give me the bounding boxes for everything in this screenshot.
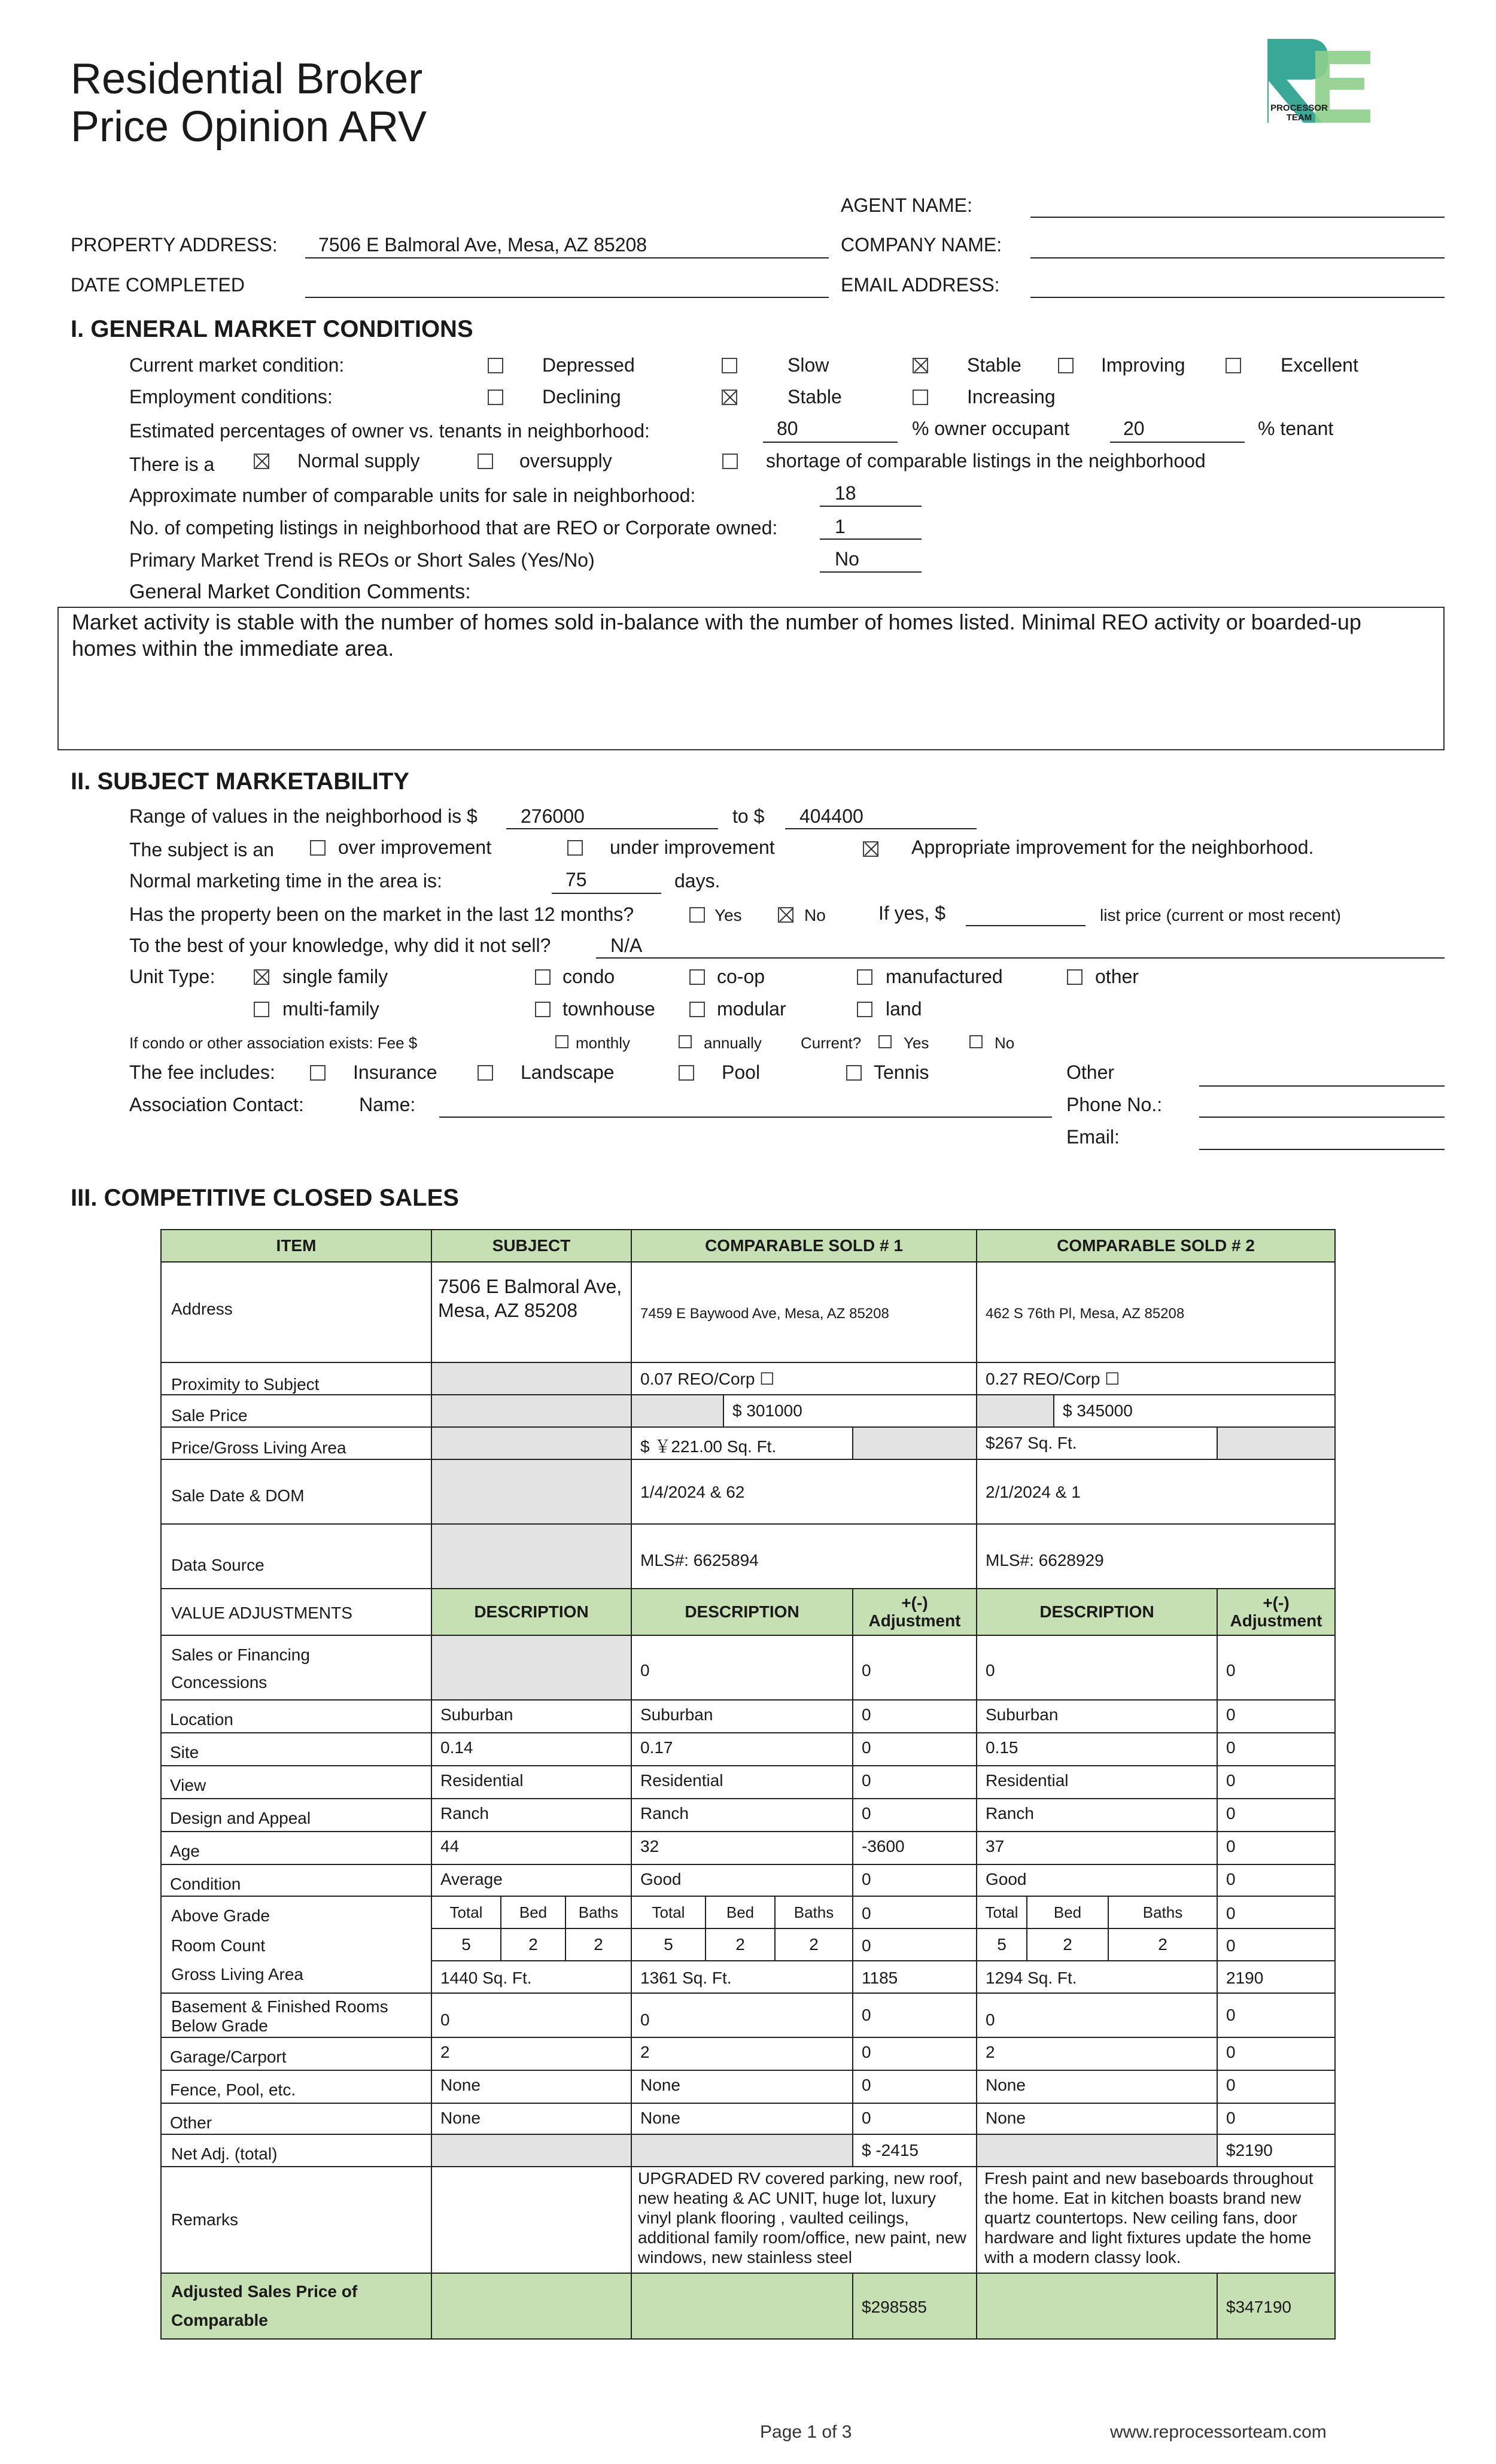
row-2-c1: Residential — [631, 1765, 853, 1799]
concessions-label-cell: Sales or Financing Concessions — [160, 1635, 432, 1701]
adjusted-price-comp1-value: $298585 — [852, 2273, 977, 2340]
above-grade-label-cell: Above Grade Room Count Gross Living Area — [160, 1896, 432, 1994]
declining-label: Declining — [542, 386, 621, 407]
row-4-c1a: -3600 — [852, 1831, 977, 1865]
adjusted-price-label-cell: Adjusted Sales Price of Comparable — [160, 2273, 432, 2340]
range-label: Range of values in the neighborhood is $ — [129, 805, 478, 827]
comp2-adj-header: +(-) Adjustment — [1217, 1588, 1336, 1636]
comp2-rooms-adj-header: 0 — [1217, 1896, 1336, 1929]
row-4-c1: 32 — [631, 1831, 853, 1865]
single-family-checkbox[interactable] — [254, 969, 269, 985]
basement-comp1-cell: 0 — [631, 1993, 853, 2038]
fence-c1a: 0 — [852, 2070, 977, 2104]
subject-desc-header: DESCRIPTION — [431, 1588, 632, 1636]
reo-count-value[interactable]: 1 — [835, 516, 846, 537]
sale-date-label-cell: Sale Date & DOM — [160, 1459, 432, 1525]
row-0-c2a: 0 — [1217, 1699, 1336, 1733]
net-adj-subject-cell — [431, 2134, 632, 2167]
phone-label: Phone No.: — [1066, 1094, 1163, 1115]
days-label: days. — [674, 870, 720, 892]
other-c2a: 0 — [1217, 2103, 1336, 2137]
normal-supply-label: Normal supply — [297, 450, 420, 471]
marketing-time-value[interactable]: 75 — [565, 869, 587, 890]
comp1-bed-value: 2 — [705, 1928, 776, 1961]
company-name-field[interactable] — [1030, 257, 1445, 258]
land-label: land — [886, 998, 922, 1020]
subject-baths-header: Baths — [565, 1896, 632, 1929]
under-improvement-checkbox[interactable] — [567, 840, 583, 856]
company-name-label: COMPANY NAME: — [841, 234, 1002, 255]
approx-units-line — [820, 506, 922, 507]
coop-checkbox[interactable] — [689, 969, 705, 985]
tennis-label: Tennis — [874, 1061, 929, 1083]
remarks-comp2-cell: Fresh paint and new baseboards throughout the home. Eat in kitchen boasts brand new quartz countertops. New ceiling fans, door hardware and light fixtures update the home with a modern classy look. — [976, 2166, 1336, 2274]
proximity-subject-cell — [431, 1362, 632, 1395]
address-label-cell: Address — [160, 1261, 432, 1363]
list-price-field[interactable] — [966, 925, 1085, 926]
other-subj: None — [431, 2103, 632, 2137]
concessions-subject-cell — [431, 1635, 632, 1701]
pool-label: Pool — [722, 1061, 761, 1083]
concessions-comp1-cell: 0 — [631, 1635, 853, 1701]
garage-c2a: 0 — [1217, 2037, 1336, 2071]
comp1-gla-cell: 1361 Sq. Ft. — [631, 1960, 853, 1994]
row-0-c1a: 0 — [852, 1699, 977, 1733]
comp2-bed-header: Bed — [1026, 1896, 1109, 1929]
insurance-checkbox[interactable] — [310, 1065, 326, 1081]
multi-family-label: multi-family — [282, 998, 379, 1020]
modular-checkbox[interactable] — [689, 1002, 705, 1017]
improving-label: Improving — [1101, 354, 1185, 376]
there-is-label: There is a — [129, 454, 215, 475]
comp2-baths-header: Baths — [1108, 1896, 1218, 1929]
sale-price-label-cell: Sale Price — [160, 1394, 432, 1428]
tenant-line — [1110, 442, 1245, 443]
comp1-baths-header: Baths — [774, 1896, 853, 1929]
townhouse-checkbox[interactable] — [535, 1002, 551, 1017]
basement-comp2-adj: 0 — [1217, 1993, 1336, 2038]
fence-c2: None — [976, 2070, 1218, 2104]
reo-count-line — [820, 539, 922, 540]
depressed-checkbox[interactable] — [488, 358, 503, 373]
net-adj-comp2-value: $2190 — [1217, 2134, 1336, 2167]
row-3-c2: Ranch — [976, 1798, 1218, 1832]
header-item: ITEM — [160, 1229, 432, 1263]
subject-bed-value: 2 — [500, 1928, 566, 1961]
marketing-time-line — [552, 893, 661, 894]
price-gla-subject-cell — [431, 1426, 632, 1460]
page-number: Page 1 of 3 — [760, 2422, 852, 2442]
comments-label: General Market Condition Comments: — [129, 580, 471, 603]
row-2-c1a: 0 — [852, 1765, 977, 1799]
comp2-baths-value: 2 — [1108, 1928, 1218, 1961]
stable-label: Stable — [967, 354, 1021, 376]
over-improvement-checkbox[interactable] — [310, 840, 326, 856]
header-subject: SUBJECT — [431, 1229, 632, 1263]
data-source-comp1-cell: MLS#: 6625894 — [631, 1523, 977, 1589]
under-improvement-label: under improvement — [610, 836, 775, 858]
marketing-time-label: Normal marketing time in the area is: — [129, 870, 442, 892]
current-yes-checkbox[interactable] — [878, 1035, 892, 1048]
property-address-value[interactable]: 7506 E Balmoral Ave, Mesa, AZ 85208 — [318, 234, 647, 255]
comp1-bed-header: Bed — [705, 1896, 776, 1929]
agent-name-label: AGENT NAME: — [841, 194, 972, 216]
row-1-label: Site — [160, 1732, 432, 1766]
other-unit-checkbox[interactable] — [1067, 969, 1083, 985]
fence-subj: None — [431, 2070, 632, 2104]
subject-address-cell: 7506 E Balmoral Ave, Mesa, AZ 85208 — [431, 1261, 632, 1363]
current-yes-label: Yes — [904, 1034, 929, 1052]
comments-box[interactable] — [57, 607, 1445, 750]
header-comp2: COMPARABLE SOLD # 2 — [976, 1229, 1336, 1263]
annually-label: annually — [704, 1034, 762, 1052]
stable-checkbox[interactable] — [913, 358, 928, 373]
reo-count-label: No. of competing listings in neighborhood that are REO or Corporate owned: — [129, 517, 778, 539]
comp1-total-value: 5 — [631, 1928, 706, 1961]
market-yes-checkbox[interactable] — [689, 907, 705, 923]
fee-other-label: Other — [1066, 1061, 1115, 1083]
row-5-subj: Average — [431, 1864, 632, 1898]
fee-includes-label: The fee includes: — [129, 1061, 275, 1083]
remarks-label-cell: Remarks — [160, 2166, 432, 2274]
subject-bed-header: Bed — [500, 1896, 566, 1929]
owner-value[interactable]: 80 — [777, 418, 798, 439]
row-4-c2a: 0 — [1217, 1831, 1336, 1865]
net-adj-label-cell: Net Adj. (total) — [160, 2134, 432, 2167]
market-trend-label: Primary Market Trend is REOs or Short Sales (Yes/No) — [129, 549, 595, 571]
other-c2: None — [976, 2103, 1218, 2137]
tenant-value[interactable]: 20 — [1123, 418, 1145, 439]
contact-email-label: Email: — [1066, 1126, 1120, 1148]
comp1-gla-adj: 1185 — [852, 1960, 977, 1994]
date-completed-label: DATE COMPLETED — [71, 274, 245, 296]
form-title — [71, 55, 427, 151]
increasing-checkbox[interactable] — [913, 390, 928, 405]
row-2-c2: Residential — [976, 1765, 1218, 1799]
section-2-title: II. SUBJECT MARKETABILITY — [71, 768, 409, 795]
data-source-comp2-cell: MLS#: 6628929 — [976, 1523, 1336, 1589]
proximity-comp1-cell: 0.07 REO/Corp ☐ — [631, 1362, 977, 1395]
price-gla-comp1-cell: $ ￥221.00 Sq. Ft. — [631, 1426, 853, 1460]
why-not-sell-line — [596, 957, 1445, 959]
website-url[interactable]: www.reprocessorteam.com — [1110, 2422, 1327, 2442]
agent-name-field[interactable] — [1030, 217, 1445, 218]
comp2-gla-adj: 2190 — [1217, 1960, 1336, 1994]
other-c1: None — [631, 2103, 853, 2137]
association-fee-label: If condo or other association exists: Fee $ — [129, 1034, 418, 1052]
basement-comp1-adj: 0 — [852, 1993, 977, 2038]
employment-stable-checkbox[interactable] — [722, 390, 737, 405]
contact-email-field[interactable] — [1199, 1149, 1445, 1150]
basement-comp2-cell: 0 — [976, 1993, 1218, 2038]
unit-type-label: Unit Type: — [129, 966, 215, 987]
market-12-label: Has the property been on the market in the last 12 months? — [129, 904, 634, 925]
sale-date-comp1-cell: 1/4/2024 & 62 — [631, 1459, 977, 1525]
proximity-label-cell: Proximity to Subject — [160, 1362, 432, 1395]
owner-suffix: % owner occupant — [912, 418, 1070, 439]
owner-tenant-label: Estimated percentages of owner vs. tenants in neighborhood: — [129, 420, 650, 442]
email-address-label: EMAIL ADDRESS: — [841, 274, 1000, 296]
if-yes-label: If yes, $ — [878, 902, 946, 924]
row-1-c1a: 0 — [852, 1732, 977, 1766]
contact-name-field[interactable] — [439, 1117, 1052, 1118]
range-high-line — [785, 828, 977, 829]
comp1-rooms-adj-header: 0 — [852, 1896, 977, 1929]
over-improvement-label: over improvement — [338, 836, 492, 858]
garage-c2: 2 — [976, 2037, 1218, 2071]
row-5-c1: Good — [631, 1864, 853, 1898]
logo-text-1: PROCESSOR — [1270, 103, 1328, 113]
fence-c2a: 0 — [1217, 2070, 1336, 2104]
remarks-subject-cell — [431, 2166, 632, 2274]
employment-label: Employment conditions: — [129, 386, 333, 407]
market-yes-label: Yes — [714, 906, 742, 924]
title-line-2: Price Opinion ARV — [71, 103, 427, 151]
row-0-label: Location — [160, 1699, 432, 1733]
subject-baths-value: 2 — [565, 1928, 632, 1961]
fence-c1: None — [631, 2070, 853, 2104]
row-1-c2a: 0 — [1217, 1732, 1336, 1766]
sale-price-subject-cell — [431, 1394, 632, 1428]
garage-label: Garage/Carport — [160, 2037, 432, 2071]
row-3-subj: Ranch — [431, 1798, 632, 1832]
row-0-c2: Suburban — [976, 1699, 1218, 1733]
approx-units-label: Approximate number of comparable units for sale in neighborhood: — [129, 485, 696, 506]
section-3-title: III. COMPETITIVE CLOSED SALES — [71, 1185, 459, 1211]
value-adj-label-cell: VALUE ADJUSTMENTS — [160, 1588, 432, 1636]
garage-subj: 2 — [431, 2037, 632, 2071]
comp1-rooms-adj: 0 — [852, 1928, 977, 1961]
increasing-label: Increasing — [967, 386, 1056, 407]
current-no-label: No — [995, 1034, 1015, 1052]
section-1-title: I. GENERAL MARKET CONDITIONS — [71, 316, 473, 342]
row-2-label: View — [160, 1765, 432, 1799]
row-3-c2a: 0 — [1217, 1798, 1336, 1832]
range-low-line — [506, 828, 718, 829]
row-3-label: Design and Appeal — [160, 1798, 432, 1832]
data-source-subject-cell — [431, 1523, 632, 1589]
shortage-label: shortage of comparable listings in the neighborhood — [766, 450, 1206, 471]
townhouse-label: townhouse — [562, 998, 655, 1020]
row-5-c2: Good — [976, 1864, 1218, 1898]
declining-checkbox[interactable] — [488, 390, 503, 405]
shortage-checkbox[interactable] — [722, 454, 738, 469]
comp2-rooms-adj: 0 — [1217, 1928, 1336, 1961]
property-address-label: PROPERTY ADDRESS: — [71, 234, 278, 255]
row-1-subj: 0.14 — [431, 1732, 632, 1766]
phone-field[interactable] — [1199, 1117, 1445, 1118]
land-checkbox[interactable] — [857, 1002, 872, 1017]
range-to-label: to $ — [732, 805, 765, 827]
concessions-comp1-adj: 0 — [852, 1635, 977, 1701]
row-3-c1: Ranch — [631, 1798, 853, 1832]
row-2-subj: Residential — [431, 1765, 632, 1799]
landscape-label: Landscape — [521, 1061, 615, 1083]
comp1-baths-value: 2 — [774, 1928, 853, 1961]
other-unit-label: other — [1095, 966, 1139, 987]
data-source-label-cell: Data Source — [160, 1523, 432, 1589]
basement-subject-cell: 0 — [431, 1993, 632, 2038]
remarks-comp1-cell: UPGRADED RV covered parking, new roof, new heating & AC UNIT, huge lot, luxury vinyl plank flooring , vaulted ceilings, additional family room/office, new paint, new windows, new stainless steel — [631, 2166, 977, 2274]
monthly-label: monthly — [576, 1034, 631, 1052]
row-1-c1: 0.17 — [631, 1732, 853, 1766]
row-0-subj: Suburban — [431, 1699, 632, 1733]
subject-total-value: 5 — [431, 1928, 501, 1961]
row-0-c1: Suburban — [631, 1699, 853, 1733]
excellent-label: Excellent — [1281, 354, 1358, 376]
comp2-address-cell: 462 S 76th Pl, Mesa, AZ 85208 — [976, 1261, 1336, 1363]
comp2-gla-cell: 1294 Sq. Ft. — [976, 1960, 1218, 1994]
row-5-label: Condition — [160, 1864, 432, 1898]
tenant-suffix: % tenant — [1258, 418, 1334, 439]
adjusted-price-comp1-desc — [631, 2273, 853, 2340]
sale-price-comp2-spacer — [976, 1394, 1054, 1428]
tennis-checkbox[interactable] — [846, 1065, 862, 1081]
net-adj-comp1-value: $ -2415 — [852, 2134, 977, 2167]
modular-label: modular — [717, 998, 786, 1020]
email-address-field[interactable] — [1030, 297, 1445, 298]
market-no-label: No — [804, 906, 826, 924]
property-address-line — [305, 257, 829, 258]
price-gla-label-cell: Price/Gross Living Area — [160, 1426, 432, 1460]
comp1-address-cell: 7459 E Baywood Ave, Mesa, AZ 85208 — [631, 1261, 977, 1363]
row-1-c2: 0.15 — [976, 1732, 1218, 1766]
oversupply-label: oversupply — [519, 450, 612, 471]
adjusted-price-subject-cell — [431, 2273, 632, 2340]
row-5-c1a: 0 — [852, 1864, 977, 1898]
sale-price-comp1-spacer — [631, 1394, 724, 1428]
sale-price-comp1-cell: $ 301000 — [723, 1394, 977, 1428]
row-3-c1a: 0 — [852, 1798, 977, 1832]
range-low-value[interactable]: 276000 — [521, 805, 585, 827]
comp2-total-header: Total — [976, 1896, 1027, 1929]
oversupply-checkbox[interactable] — [478, 454, 493, 469]
slow-label: Slow — [787, 354, 829, 376]
market-trend-value[interactable]: No — [835, 548, 859, 570]
concessions-comp2-cell: 0 — [976, 1635, 1218, 1701]
coop-label: co-op — [717, 966, 765, 987]
subject-gla-cell: 1440 Sq. Ft. — [431, 1960, 632, 1994]
current-market-label: Current market condition: — [129, 354, 345, 376]
normal-supply-checkbox[interactable] — [254, 454, 269, 469]
slow-checkbox[interactable] — [722, 358, 737, 373]
net-adj-comp2-cell — [976, 2134, 1218, 2167]
row-2-c2a: 0 — [1217, 1765, 1336, 1799]
excellent-checkbox[interactable] — [1226, 358, 1241, 373]
market-no-checkbox[interactable] — [778, 907, 793, 923]
single-family-label: single family — [282, 966, 388, 987]
logo-text-2: TEAM — [1286, 112, 1312, 123]
row-4-c2: 37 — [976, 1831, 1218, 1865]
adjusted-price-comp2-desc — [976, 2273, 1218, 2340]
price-gla-comp1-adj — [852, 1426, 977, 1460]
row-5-c2a: 0 — [1217, 1864, 1336, 1898]
header-comp1: COMPARABLE SOLD # 1 — [631, 1229, 977, 1263]
net-adj-comp1-cell — [631, 2134, 853, 2167]
why-not-sell-value[interactable]: N/A — [610, 935, 643, 956]
subject-is-label: The subject is an — [129, 839, 274, 860]
other-label: Other — [160, 2103, 432, 2137]
range-high-value[interactable]: 404400 — [799, 805, 863, 827]
current-no-checkbox[interactable] — [969, 1035, 983, 1048]
comp1-total-header: Total — [631, 1896, 706, 1929]
comments-text: Market activity is stable with the number of homes sold in-balance with the number of homes listed. Minimal REO activity or boarded-up homes within the immediate area. — [72, 610, 1361, 661]
appropriate-label: Appropriate improvement for the neighborhood. — [911, 836, 1314, 858]
why-not-sell-label: To the best of your knowledge, why did it not sell? — [129, 935, 551, 956]
fee-other-field[interactable] — [1199, 1085, 1445, 1087]
contact-name-label: Name: — [359, 1094, 416, 1115]
comp1-desc-header: DESCRIPTION — [631, 1588, 853, 1636]
comp2-bed-value: 2 — [1026, 1928, 1109, 1961]
annually-checkbox[interactable] — [679, 1035, 692, 1048]
row-4-label: Age — [160, 1831, 432, 1865]
comp2-desc-header: DESCRIPTION — [976, 1588, 1218, 1636]
comp1-adj-header: +(-) Adjustment — [852, 1588, 977, 1636]
company-logo — [1263, 33, 1376, 129]
improving-checkbox[interactable] — [1058, 358, 1074, 373]
sale-price-comp2-cell: $ 345000 — [1053, 1394, 1336, 1428]
price-gla-comp2-cell: $267 Sq. Ft. — [976, 1426, 1218, 1460]
date-completed-field[interactable] — [305, 297, 829, 298]
list-price-label: list price (current or most recent) — [1100, 906, 1341, 924]
adjusted-price-comp2-value: $347190 — [1217, 2273, 1336, 2340]
garage-c1a: 0 — [852, 2037, 977, 2071]
insurance-label: Insurance — [353, 1061, 437, 1083]
subject-total-header: Total — [431, 1896, 501, 1929]
monthly-checkbox[interactable] — [555, 1035, 568, 1048]
pool-checkbox[interactable] — [679, 1065, 694, 1081]
current-label: Current? — [801, 1034, 862, 1052]
row-4-subj: 44 — [431, 1831, 632, 1865]
sale-date-subject-cell — [431, 1459, 632, 1525]
concessions-comp2-adj: 0 — [1217, 1635, 1336, 1701]
condo-label: condo — [562, 966, 615, 987]
appropriate-checkbox[interactable] — [863, 841, 878, 857]
fence-label: Fence, Pool, etc. — [160, 2070, 432, 2104]
sale-date-comp2-cell: 2/1/2024 & 1 — [976, 1459, 1336, 1525]
employment-stable-label: Stable — [787, 386, 842, 407]
depressed-label: Depressed — [542, 354, 635, 376]
basement-label-cell: Basement & Finished Rooms Below Grade — [160, 1993, 432, 2038]
owner-line — [763, 442, 898, 443]
proximity-comp2-cell: 0.27 REO/Corp ☐ — [976, 1362, 1336, 1395]
manufactured-label: manufactured — [886, 966, 1003, 987]
condo-checkbox[interactable] — [535, 969, 551, 985]
multi-family-checkbox[interactable] — [254, 1002, 269, 1017]
manufactured-checkbox[interactable] — [857, 969, 872, 985]
association-contact-label: Association Contact: — [129, 1094, 304, 1115]
approx-units-value[interactable]: 18 — [835, 482, 856, 504]
title-line-1: Residential Broker — [71, 55, 423, 103]
comp2-total-value: 5 — [976, 1928, 1027, 1961]
other-c1a: 0 — [852, 2103, 977, 2137]
garage-c1: 2 — [631, 2037, 853, 2071]
market-trend-line — [820, 571, 922, 573]
price-gla-comp2-adj — [1217, 1426, 1336, 1460]
landscape-checkbox[interactable] — [478, 1065, 493, 1081]
